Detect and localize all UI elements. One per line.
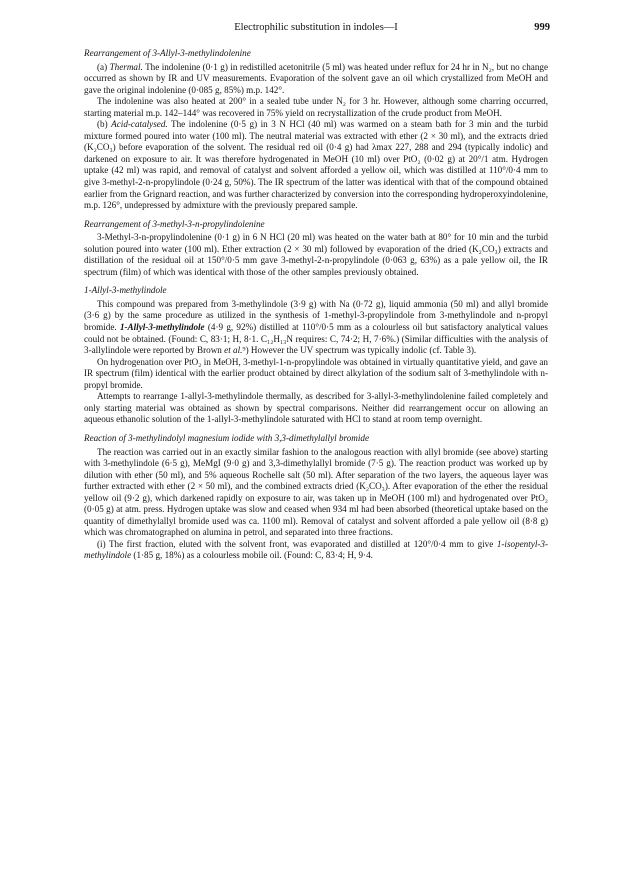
paragraph-allyl-prep: This compound was prepared from 3-methylindole (3·9 g) with Na (0·72 g), liquid ammonia (50 ml) and allyl bromide (3·6 g) by the same procedure as utilized in the synthesis of 1-methyl-3-propylindole from 3-methylindole and n-propyl bromide. 1-Allyl-3-methylindole (4·9 g, 92%) distilled at 110°/0·5 mm as a colourless oil but satisfactory analytical values could not be obtained. (Found: C, 83·1; H, 8·1. C₁₂H₁₃N requires: C, 74·2; H, 7·6%.) (Similar difficulties with the analysis of 3-allylindole were reported by Brown et al.⁹) However the UV spectrum was typically indolic (cf. Table 3). (84, 298, 548, 356)
page-number: 999 (534, 22, 550, 33)
section-heading-allyl-rearrangement: Rearrangement of 3-Allyl-3-methylindolenine (84, 48, 251, 58)
paragraph-hydrogenation: On hydrogenation over PtO₂ in MeOH, 3-methyl-1-n-propylindole was obtained in virtually quantitative yield, and gave an IR spectrum (film) identical with the earlier product obtained by direct alkylation of the sodium salt of 3-methylindole with n-propyl bromide. (84, 356, 548, 390)
section-heading-propyl-rearrangement: Rearrangement of 3-methyl-3-n-propylindolenine (84, 218, 265, 229)
section-heading-grignard-reaction: Reaction of 3-methylindolyl magnesium iodide with 3,3-dimethylallyl bromide (84, 432, 370, 443)
paragraph-propyl-rearrangement: 3-Methyl-3-n-propylindolenine (0·1 g) in 6 N HCl (20 ml) was heated on the water bath at 80° for 10 min and the turbid solution poured into water (100 ml). Ether extraction (2 × 30 ml) followed by evaporation of the dried (K₂CO₃) extracts and distillation of the residual oil at 150°/0·5 mm gave 3-methyl-2-n-propylindole (0·063 g, 63%) as a pale yellow oil, the IR spectrum (film) of which was identical with those of the other samples previously obtained. (84, 232, 548, 277)
paragraph-acid-catalysed: (b) Acid-catalysed. The indolenine (0·5 g) in 3 N HCl (40 ml) was warmed on a steam bath for 3 min and the turbid mixture formed poured into water (100 ml). The neutral material was extracted with ether (2 × 30 ml), and the extracts dried (K₂CO₃) before evaporation of the solvent. The residual red oil (0·4 g) had λmax 227, 288 and 294 (typically indolic) and darkened on exposure to air. It was therefore hydrogenated in MeOH (10 ml) over PtO₂ (0·02 g) at 20°/1 atm. Hydrogen uptake (42 ml) was rapid, and removal of catalyst and solvent afforded a yellow oil, which was distilled at 110°/0·4 mm to give 3-methyl-2-n-propylindole (0·24 g, 50%). The IR spectrum of the latter was identical with that of the compound obtained earlier from the Grignard reaction, and was further characterized by conversion into the corresponding hydroperoxyindolenine, m.p. 126°, undepressed by admixture with the previously prepared sample. (84, 119, 548, 211)
running-header (84, 22, 548, 40)
section-heading-allyl-methylindole: 1-Allyl-3-methylindole (84, 285, 167, 296)
paragraph-attempted-rearrangement: Attempts to rearrange 1-allyl-3-methylindole thermally, as described for 3-allyl-3-methylindolenine failed completely and only starting material was obtained as shown by spectral comparisons. Neither did rearrangement occur on allowing an aqueous ethanolic solution of the 1-allyl-3-methylindole saturated with HCl to stand at room temp overnight. (84, 391, 548, 425)
journal-page (84, 22, 548, 562)
paragraph-first-fraction: (i) The first fraction, eluted with the solvent front, was evaporated and distilled at 120°/0·4 mm to give 1-isopentyl-3-methylindole (1·85 g, 18%) as a colourless mobile oil. (Found: C, 83·4; H, 9·4. (84, 538, 548, 561)
paragraph-sealed-tube: The indolenine was also heated at 200° in a sealed tube under N₂ for 3 hr. However, although some charring occurred, starting material m.p. 142–144° was recovered in 75% yield on recrystallization of the crude product from MeOH. (84, 96, 548, 118)
running-title: Electrophilic substitution in indoles—I (234, 22, 398, 33)
paragraph-thermal: (a) Thermal. The indolenine (0·1 g) in redistilled acetonitrile (5 ml) was heated under reflux for 24 hr in N₂, but no change occurred as shown by IR and UV measurements. Evaporation of the solvent gave an oil which crystallized from MeOH and gave the original indolenine (0·085 g, 85%) m.p. 142°. (84, 61, 548, 95)
paragraph-grignard-procedure: The reaction was carried out in an exactly similar fashion to the analogous reaction with allyl bromide (see above) starting with 3-methylindole (6·5 g), MeMgI (9·0 g) and 3,3-dimethylallyl bromide (7·5 g). The reaction product was worked up by dilution with ether (50 ml), and 5% aqueous Rochelle salt (50 ml). After separation of the two layers, the aqueous layer was further extracted with ether (2 × 50 ml), and the combined extracts dried (K₂CO₃). After evaporation of the ether the residual yellow oil (9·2 g), which darkened rapidly on exposure to air, was taken up in MeOH (100 ml) and hydrogenated over PtO₂ (0·05 g) at atm. press. Hydrogen uptake was slow and ceased when 934 ml had been absorbed (theoretical uptake based on the quantity of dimethylallyl bromide used was ca. 1100 ml). Removal of catalyst and solvent afforded a pale yellow oil (8·8 g) which was chromatographed on alumina in petrol, and separated into three fractions. (84, 446, 548, 538)
